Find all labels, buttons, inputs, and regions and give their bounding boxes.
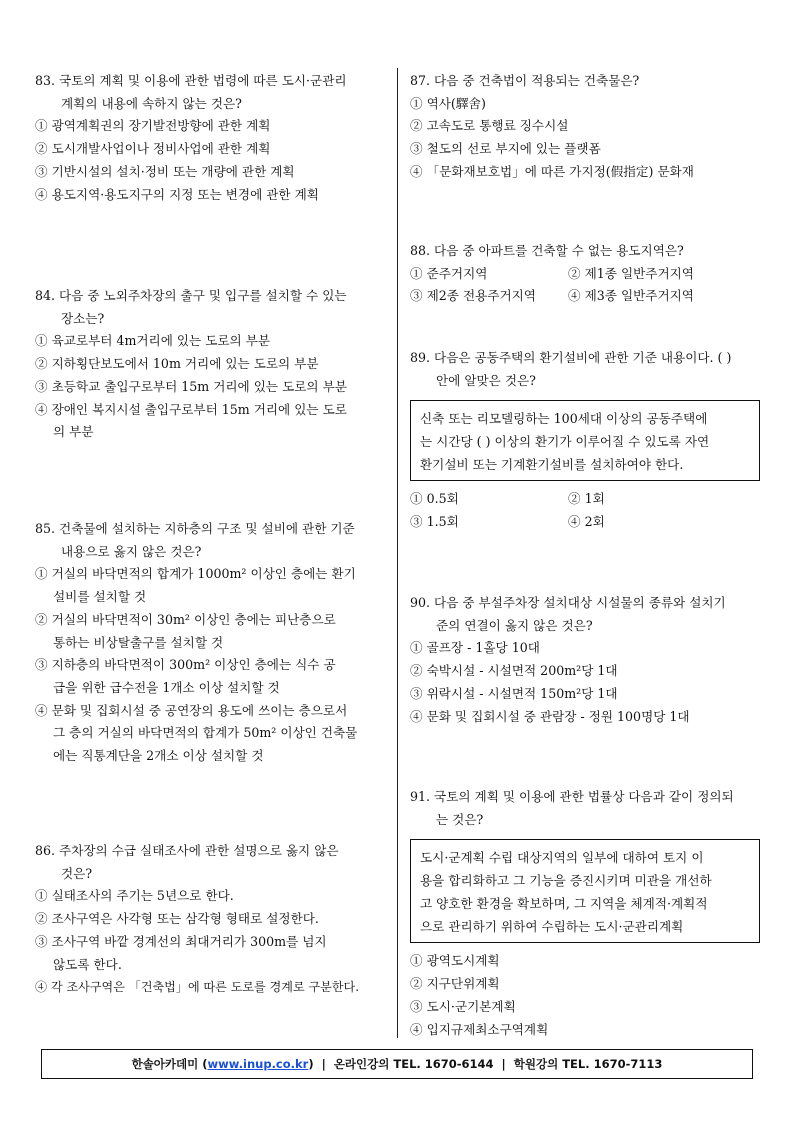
option: ③ 제2종 전용주거지역: [410, 288, 536, 304]
option: ② 지하횡단보도에서 10m 거리에 있는 도로의 부분: [35, 356, 319, 372]
option-continued: 통하는 비상탈출구를 설치할 것: [53, 634, 224, 650]
option: ① 육교로부터 4m거리에 있는 도로의 부분: [35, 333, 271, 349]
option: ③ 조사구역 바깥 경계선의 최대거리가 300m를 넘지: [35, 933, 327, 949]
question-stem: 90. 다음 중 부설주차장 설치대상 시설물의 종류와 설치기: [410, 595, 726, 610]
option: ② 제1종 일반주거지역: [568, 265, 694, 281]
question-stem: 88. 다음 중 아파트를 건축할 수 없는 용도지역은?: [410, 243, 684, 258]
box-line: 환기설비 또는 기계환기설비를 설치하여야 한다.: [420, 457, 684, 473]
option: ① 준주거지역: [410, 265, 488, 281]
question-89: [410, 347, 760, 534]
question-86: [35, 840, 385, 999]
question-stem: 장소는?: [61, 310, 105, 326]
option-continued: 않도록 한다.: [53, 956, 122, 972]
option: ③ 지하층의 바닥면적이 300m² 이상인 층에는 식수 공: [35, 657, 336, 673]
option: ③ 철도의 선로 부지에 있는 플랫폼: [410, 141, 601, 157]
box-line: 으로 관리하기 위하여 수립하는 도시·군관리계획: [420, 919, 684, 935]
box-line: 용을 합리화하고 그 기능을 증진시키며 미관을 개선하: [420, 873, 712, 889]
question-stem: 91. 국토의 계획 및 이용에 관한 법률상 다음과 같이 정의되: [410, 789, 734, 804]
question-83: [35, 70, 385, 206]
option: ② 조사구역은 사각형 또는 삼각형 형태로 설정한다.: [35, 911, 319, 927]
option: ④ 「문화재보호법」에 따른 가지정(假指定) 문화재: [410, 163, 694, 179]
question-stem: 86. 주차장의 수급 실태조사에 관한 설명으로 옳지 않은: [35, 843, 339, 858]
option: ③ 도시·군기본계획: [410, 998, 516, 1014]
option-continued: 그 층의 거실의 바닥면적의 합계가 50m² 이상인 건축물: [53, 725, 358, 741]
option: ② 거실의 바닥면적이 30m² 이상인 층에는 피난층으로: [35, 611, 336, 627]
column-divider: [397, 68, 398, 1038]
option: ① 실태조사의 주기는 5년으로 한다.: [35, 888, 234, 904]
footer-contact: ) | 온라인강의 TEL. 1670-6144 | 학원강의 TEL. 1670-7113: [308, 1057, 663, 1071]
quoted-box: [410, 839, 760, 943]
footer-website-link[interactable]: www.inup.co.kr: [207, 1057, 309, 1071]
question-84: [35, 285, 385, 444]
option: ② 지구단위계획: [410, 976, 500, 992]
option: ③ 1.5회: [410, 514, 459, 530]
question-stem: 84. 다음 중 노외주차장의 출구 및 입구를 설치할 수 있는: [35, 288, 347, 303]
box-line: 고 양호한 환경을 확보하며, 그 지역을 체계적·계획적: [420, 896, 708, 912]
question-90: [410, 592, 760, 728]
option: ④ 제3종 일반주거지역: [568, 288, 694, 304]
option-continued: 급을 위한 급수전을 1개소 이상 설치할 것: [53, 679, 280, 695]
option: ④ 2회: [568, 514, 605, 530]
option-continued: 의 부분: [53, 424, 94, 440]
option: ① 광역도시계획: [410, 953, 500, 969]
question-stem: 계획의 내용에 속하지 않는 것은?: [61, 95, 242, 111]
footer-brand: 한솔아카데미 (: [131, 1057, 208, 1071]
option-continued: 설비를 설치할 것: [53, 589, 147, 605]
option: ④ 각 조사구역은 「건축법」에 따른 도로를 경계로 구분한다.: [35, 980, 360, 995]
box-line: 도시·군계획 수립 대상지역의 일부에 대하여 토지 이: [420, 850, 704, 866]
question-stem: 87. 다음 중 건축법이 적용되는 건축물은?: [410, 73, 640, 88]
question-stem: 준의 연결이 옳지 않은 것은?: [436, 617, 593, 633]
option: ② 1회: [568, 491, 605, 507]
option: ① 거실의 바닥면적의 합계가 1000m² 이상인 층에는 환기: [35, 566, 356, 582]
question-85: [35, 518, 385, 768]
question-stem: 89. 다음은 공동주택의 환기설비에 관한 기준 내용이다. ( ): [410, 350, 732, 365]
question-stem: 83. 국토의 계획 및 이용에 관한 법령에 따른 도시·군관리: [35, 73, 347, 88]
box-line: 신축 또는 리모델링하는 100세대 이상의 공동주택에: [420, 411, 708, 427]
question-87: [410, 70, 760, 184]
option: ③ 위락시설 - 시설면적 150m²당 1대: [410, 685, 618, 701]
option: ④ 용도지역·용도지구의 지정 또는 변경에 관한 계획: [35, 186, 319, 202]
option: ① 광역계획권의 장기발전방향에 관한 계획: [35, 118, 271, 134]
option: ① 0.5회: [410, 491, 459, 507]
option: ② 도시개발사업이나 정비사업에 관한 계획: [35, 141, 271, 157]
option: ③ 기반시설의 설치·정비 또는 개량에 관한 계획: [35, 163, 295, 179]
question-stem: 것은?: [61, 865, 93, 881]
option: ④ 문화 및 집회시설 중 공연장의 용도에 쓰이는 층으로서: [35, 702, 348, 718]
option: ① 역사(驛舍): [410, 95, 486, 111]
box-line: 는 시간당 ( ) 이상의 환기가 이루어질 수 있도록 자연: [420, 434, 710, 450]
option-continued: 에는 직통계단을 2개소 이상 설치할 것: [53, 748, 264, 764]
question-91: [410, 786, 760, 1041]
page-footer: [41, 1049, 753, 1079]
question-stem: 내용으로 옳지 않은 것은?: [61, 543, 202, 559]
option: ② 고속도로 통행료 징수시설: [410, 118, 569, 134]
option: ① 골프장 - 1홀당 10대: [410, 640, 540, 656]
option: ④ 문화 및 집회시설 중 관람장 - 정원 100명당 1대: [410, 708, 690, 724]
option: ③ 초등학교 출입구로부터 15m 거리에 있는 도로의 부분: [35, 378, 347, 394]
question-stem: 는 것은?: [436, 811, 484, 827]
question-stem: 안에 알맞은 것은?: [436, 372, 536, 388]
question-stem: 85. 건축물에 설치하는 지하층의 구조 및 설비에 관한 기준: [35, 521, 355, 536]
option: ④ 장애인 복지시설 출입구로부터 15m 거리에 있는 도로: [35, 401, 347, 417]
quoted-box: [410, 400, 760, 481]
option: ② 숙박시설 - 시설면적 200m²당 1대: [410, 663, 618, 679]
question-88: [410, 240, 760, 308]
option: ④ 입지규제최소구역계획: [410, 1021, 549, 1037]
